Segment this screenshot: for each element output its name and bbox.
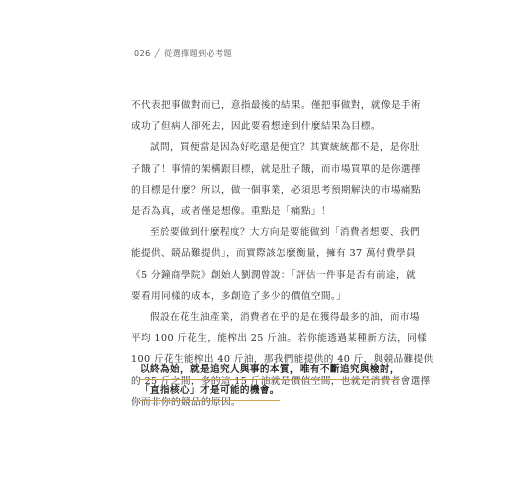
text-line: 至於要做到什麼程度？大方向是要能做到「消費者想要、我們 bbox=[150, 227, 420, 239]
text-line: 假設在花生油產業，消費者在乎的是在獲得最多的油，而市場 bbox=[150, 312, 420, 324]
text-line: 平均 100 斤花生，能榨出 25 斤油。若你能透過某種新方法，同樣 bbox=[131, 333, 428, 345]
text-line: 是否為真，或者僅是想像。重點是「痛點」！ bbox=[131, 206, 331, 218]
text-line: 能提供、競品難提供」，而實際該怎麼衡量，擁有 37 萬付費學員 bbox=[131, 248, 416, 260]
running-header bbox=[134, 48, 232, 59]
header-slash-divider: ╱ bbox=[154, 49, 161, 58]
text-line: 成功了但病人卻死去，因此要看想達到什麼結果為目標。 bbox=[131, 121, 381, 133]
text-line: 100 斤花生能榨出 40 斤油，那我們能提供的 40 斤，與競品難提供 bbox=[131, 354, 434, 366]
text-line: 的 25 斤之間，多的這 15 斤油就是價值空間，也就是消費者會選擇 bbox=[131, 375, 431, 387]
page-number: 026 bbox=[134, 49, 151, 58]
highlight-callout bbox=[140, 361, 400, 403]
text-line: 不代表把事做對而已，意指最後的結果。僅把事做對，就像是手術 bbox=[131, 100, 421, 111]
text-line: 《5 分鐘商學院》創始人劉潤曾說：「評估一件事是否有前途，就 bbox=[131, 269, 416, 281]
book-title: 從選擇題到必考題 bbox=[164, 49, 233, 58]
text-line: 子餓了！事情的架構跟目標，就是肚子餓，而市場買單的是你選擇 bbox=[131, 163, 421, 175]
text-line: 你而非你的競品的原因。 bbox=[131, 396, 241, 408]
text-line: 的目標是什麼？所以，做一個事業，必須思考預期解決的市場痛點 bbox=[131, 184, 421, 196]
text-line: 要看用同樣的成本，多創造了多少的價值空間。」 bbox=[131, 290, 347, 302]
text-line: 試問，買便當是因為好吃還是便宜？其實統統都不是，是你肚 bbox=[150, 142, 420, 154]
highlight-line: 「直指核心」才是可能的機會。 bbox=[140, 382, 280, 401]
highlight-line: 以終為始，就是追究人與事的本質，唯有不斷追究與檢討， bbox=[140, 361, 400, 380]
